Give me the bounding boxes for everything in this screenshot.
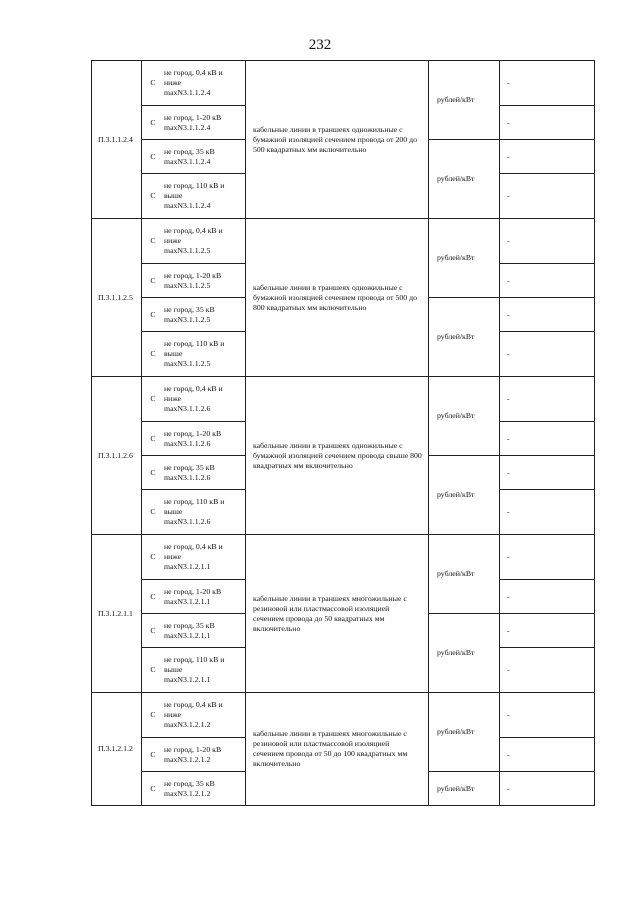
subcategory-line: maxN3.1.1.2.4 [164, 201, 211, 210]
subcategory-cell [142, 106, 246, 140]
value-cell: - [500, 422, 595, 456]
subcategory-line: не город, 1-20 кВ [164, 744, 222, 754]
category-letter: С [150, 78, 156, 87]
subcategory-line: не город, 110 кВ и [164, 339, 225, 348]
row-code: П.3.1.1.2.5 [92, 219, 142, 377]
page-number: 232 [308, 37, 332, 53]
subcategory-text [164, 339, 245, 369]
category-letter: С [150, 749, 156, 759]
subcategory-line: maxN3.1.2.1.2 [164, 788, 211, 798]
value-cell: - [500, 580, 595, 614]
subcategory-cell [142, 535, 246, 580]
subcategory-text [164, 587, 245, 607]
category-letter: С [150, 783, 156, 793]
category-letter: С [150, 117, 156, 127]
row-description: кабельные линии в траншеях многожильные с резиновой или пластмассовой изоляцией сечением провода от 50 до 100 квадратных мм включительно [246, 693, 429, 806]
subcategory-line: maxN3.1.1.2.6 [164, 517, 211, 526]
row-code: П.3.1.2.1.2 [92, 693, 142, 806]
subcategory-line: maxN3.1.2.1.1 [164, 562, 211, 571]
subcategory-line: не город, 1-20 кВ [164, 586, 222, 596]
value-cell: - [500, 140, 595, 174]
subcategory-line: выше [164, 191, 183, 200]
category-letter: С [150, 552, 156, 561]
table-row [92, 219, 595, 264]
category-letter: С [150, 665, 156, 674]
unit-cell: рублей/кВт [429, 219, 500, 298]
unit-cell: рублей/кВт [429, 140, 500, 219]
subcategory-text [164, 384, 245, 414]
value-cell: - [500, 693, 595, 738]
row-description: кабельные линии в траншеях одножильные с бумажной изоляцией сечением провода от 200 до 500 квадратных мм включительно [246, 61, 429, 219]
unit-cell: рублей/кВт [429, 772, 500, 806]
subcategory-line: не город, 110 кВ и [164, 181, 225, 190]
subcategory-text [164, 655, 245, 685]
unit-cell: рублей/кВт [429, 61, 500, 140]
unit-cell: рублей/кВт [429, 456, 500, 535]
subcategory-line: maxN3.1.1.2.6 [164, 438, 211, 448]
value-cell: - [500, 614, 595, 648]
unit-cell: рублей/кВт [429, 298, 500, 377]
value-cell: - [500, 456, 595, 490]
subcategory-cell [142, 377, 246, 422]
unit-cell: рублей/кВт [429, 377, 500, 456]
tariff-table [91, 60, 595, 806]
table-row [92, 535, 595, 580]
subcategory-line: maxN3.1.1.2.5 [164, 314, 211, 324]
subcategory-text [164, 745, 245, 765]
subcategory-line: не город, 1-20 кВ [164, 112, 222, 122]
unit-cell: рублей/кВт [429, 535, 500, 614]
value-cell: - [500, 106, 595, 140]
subcategory-line: maxN3.1.1.2.6 [164, 404, 211, 413]
row-description: кабельные линии в траншеях одножильные с бумажной изоляцией сечением провода свыше 800 квадратных мм включительно [246, 377, 429, 535]
subcategory-line: не город, 0,4 кВ и [164, 226, 223, 235]
subcategory-text [164, 181, 245, 211]
subcategory-text [164, 271, 245, 291]
subcategory-line: ниже [164, 236, 182, 245]
value-cell: - [500, 298, 595, 332]
subcategory-cell [142, 490, 246, 535]
subcategory-line: не город, 35 кВ [164, 778, 215, 788]
category-letter: С [150, 349, 156, 358]
value-cell: - [500, 535, 595, 580]
subcategory-text [164, 305, 245, 325]
category-letter: С [150, 275, 156, 285]
value-cell: - [500, 648, 595, 693]
subcategory-text [164, 463, 245, 483]
unit-cell: рублей/кВт [429, 693, 500, 772]
unit-cell: рублей/кВт [429, 614, 500, 693]
subcategory-cell [142, 422, 246, 456]
subcategory-cell [142, 693, 246, 738]
category-letter: С [150, 191, 156, 200]
table-row [92, 61, 595, 106]
value-cell: - [500, 377, 595, 422]
subcategory-cell [142, 61, 246, 106]
row-description: кабельные линии в траншеях одножильные с бумажной изоляцией сечением провода от 500 до 800 квадратных мм включительно [246, 219, 429, 377]
subcategory-text [164, 147, 245, 167]
subcategory-line: ниже [164, 710, 182, 719]
subcategory-text [164, 68, 245, 98]
subcategory-cell [142, 738, 246, 772]
subcategory-cell [142, 219, 246, 264]
subcategory-line: не город, 35 кВ [164, 146, 215, 156]
subcategory-text [164, 779, 245, 799]
subcategory-line: ниже [164, 78, 182, 87]
value-cell: - [500, 490, 595, 535]
value-cell: - [500, 772, 595, 806]
subcategory-line: maxN3.1.2.1.1 [164, 596, 211, 606]
subcategory-line: не город, 110 кВ и [164, 497, 225, 506]
subcategory-line: maxN3.1.2.1.1 [164, 675, 211, 684]
category-letter: С [150, 625, 156, 635]
subcategory-text [164, 621, 245, 641]
subcategory-cell [142, 580, 246, 614]
subcategory-cell [142, 772, 246, 806]
subcategory-text [164, 226, 245, 256]
subcategory-line: не город, 0,4 кВ и [164, 542, 223, 551]
row-code: П.3.1.1.2.6 [92, 377, 142, 535]
value-cell: - [500, 219, 595, 264]
value-cell: - [500, 738, 595, 772]
subcategory-line: ниже [164, 552, 182, 561]
category-letter: С [150, 151, 156, 161]
category-letter: С [150, 236, 156, 245]
subcategory-text [164, 542, 245, 572]
subcategory-line: не город, 35 кВ [164, 304, 215, 314]
subcategory-line: maxN3.1.1.2.5 [164, 359, 211, 368]
category-letter: С [150, 591, 156, 601]
value-cell: - [500, 174, 595, 219]
value-cell: - [500, 61, 595, 106]
row-code: П.3.1.1.2.4 [92, 61, 142, 219]
row-description: кабельные линии в траншеях многожильные с резиновой или пластмассовой изоляцией сечением провода до 50 квадратных мм включительно [246, 535, 429, 693]
subcategory-cell [142, 174, 246, 219]
category-letter: С [150, 710, 156, 719]
subcategory-line: не город, 1-20 кВ [164, 270, 222, 280]
category-letter: С [150, 433, 156, 443]
category-letter: С [150, 309, 156, 319]
subcategory-text [164, 429, 245, 449]
subcategory-line: не город, 35 кВ [164, 620, 215, 630]
subcategory-cell [142, 456, 246, 490]
value-cell: - [500, 332, 595, 377]
subcategory-line: не город, 1-20 кВ [164, 428, 222, 438]
subcategory-line: не город, 0,4 кВ и [164, 700, 223, 709]
subcategory-line: не город, 0,4 кВ и [164, 68, 223, 77]
subcategory-cell [142, 332, 246, 377]
subcategory-cell [142, 298, 246, 332]
category-letter: С [150, 467, 156, 477]
value-cell: - [500, 264, 595, 298]
category-letter: С [150, 394, 156, 403]
subcategory-text [164, 497, 245, 527]
subcategory-text [164, 113, 245, 133]
subcategory-line: выше [164, 349, 183, 358]
subcategory-line: не город, 35 кВ [164, 462, 215, 472]
subcategory-cell [142, 648, 246, 693]
subcategory-cell [142, 140, 246, 174]
subcategory-line: maxN3.1.1.2.4 [164, 156, 211, 166]
subcategory-line: maxN3.1.1.2.4 [164, 122, 211, 132]
table-row [92, 693, 595, 738]
subcategory-line: maxN3.1.1.2.5 [164, 280, 211, 290]
subcategory-line: maxN3.1.2.1.2 [164, 720, 211, 729]
subcategory-cell [142, 264, 246, 298]
row-code: П.3.1.2.1.1 [92, 535, 142, 693]
category-letter: С [150, 507, 156, 516]
subcategory-line: ниже [164, 394, 182, 403]
subcategory-line: не город, 0,4 кВ и [164, 384, 223, 393]
subcategory-line: maxN3.1.2.1.1 [164, 630, 211, 640]
subcategory-line: выше [164, 507, 183, 516]
subcategory-line: maxN3.1.1.2.6 [164, 472, 211, 482]
subcategory-text [164, 700, 245, 730]
table-row [92, 377, 595, 422]
subcategory-line: не город, 110 кВ и [164, 655, 225, 664]
subcategory-cell [142, 614, 246, 648]
subcategory-line: maxN3.1.2.1.2 [164, 754, 211, 764]
subcategory-line: maxN3.1.1.2.5 [164, 246, 211, 255]
subcategory-line: выше [164, 665, 183, 674]
subcategory-line: maxN3.1.1.2.4 [164, 88, 211, 97]
